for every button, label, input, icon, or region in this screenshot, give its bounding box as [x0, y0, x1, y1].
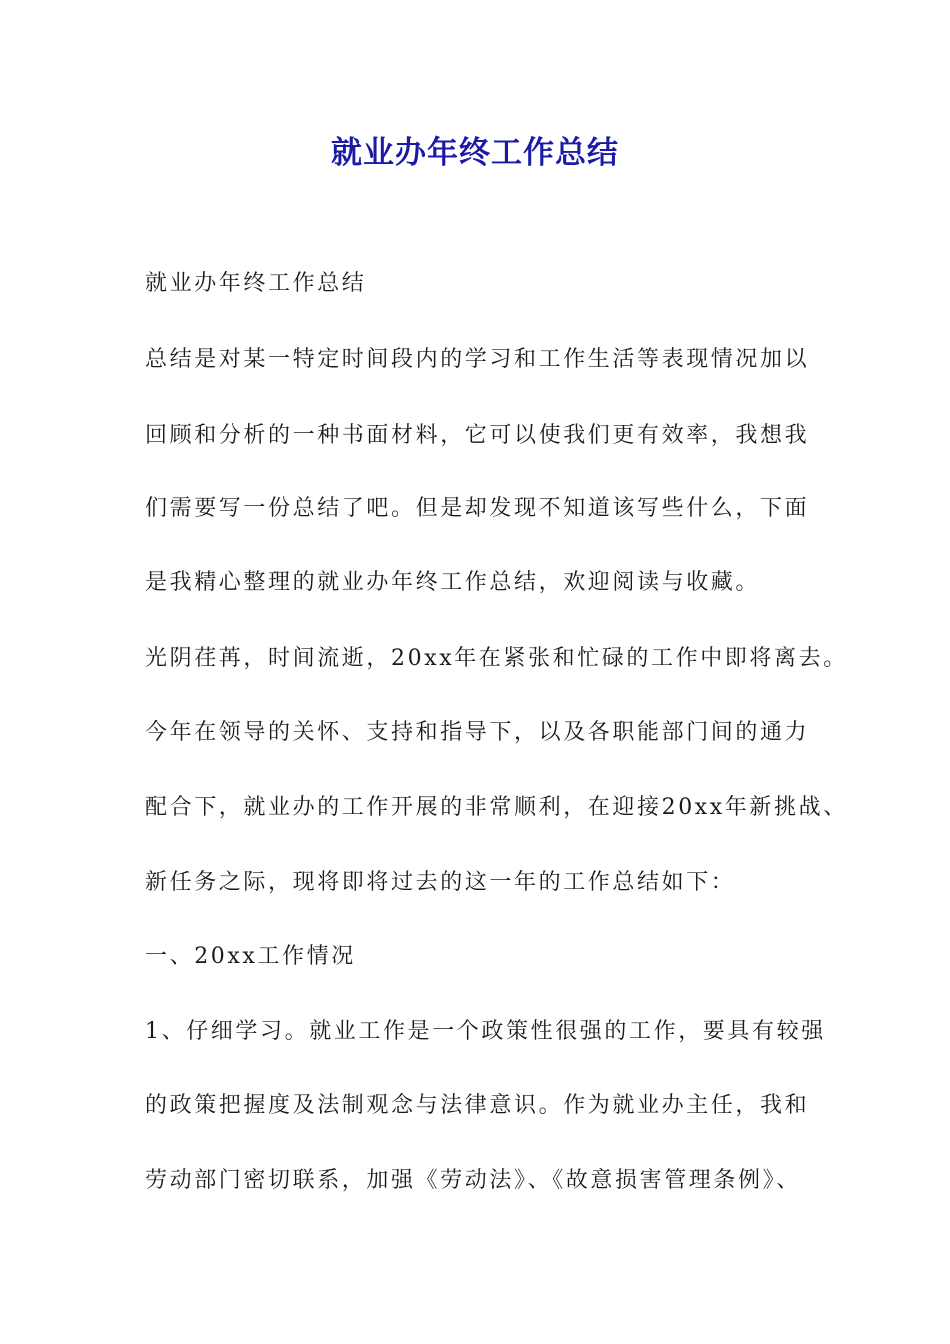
- document-title: 就业办年终工作总结: [331, 135, 619, 171]
- body-line: 们需要写一份总结了吧。但是却发现不知道该写些什么，下面: [145, 496, 810, 521]
- body-line: 回顾和分析的一种书面材料，它可以使我们更有效率，我想我: [145, 423, 810, 448]
- body-line: 的政策把握度及法制观念与法律意识。作为就业办主任，我和: [145, 1093, 810, 1118]
- body-line: 是我精心整理的就业办年终工作总结，欢迎阅读与收藏。: [145, 570, 761, 595]
- body-line: 1、仔细学习。就业工作是一个政策性很强的工作，要具有较强: [145, 1019, 826, 1044]
- body-line: 新任务之际，现将即将过去的这一年的工作总结如下：: [145, 870, 736, 895]
- body-line: 光阴荏苒，时间流逝，20xx年在紧张和忙碌的工作中即将离去。: [145, 646, 848, 671]
- body-line: 总结是对某一特定时间段内的学习和工作生活等表现情况加以: [145, 347, 810, 372]
- body-line: 劳动部门密切联系，加强《劳动法》、《故意损害管理条例》、: [145, 1168, 801, 1193]
- body-line: 配合下，就业办的工作开展的非常顺利，在迎接20xx年新挑战、: [145, 795, 848, 820]
- body-line: 今年在领导的关怀、支持和指导下，以及各职能部门间的通力: [145, 720, 810, 745]
- section-heading: 一、20xx工作情况: [145, 944, 356, 969]
- body-line: 就业办年终工作总结: [145, 271, 367, 296]
